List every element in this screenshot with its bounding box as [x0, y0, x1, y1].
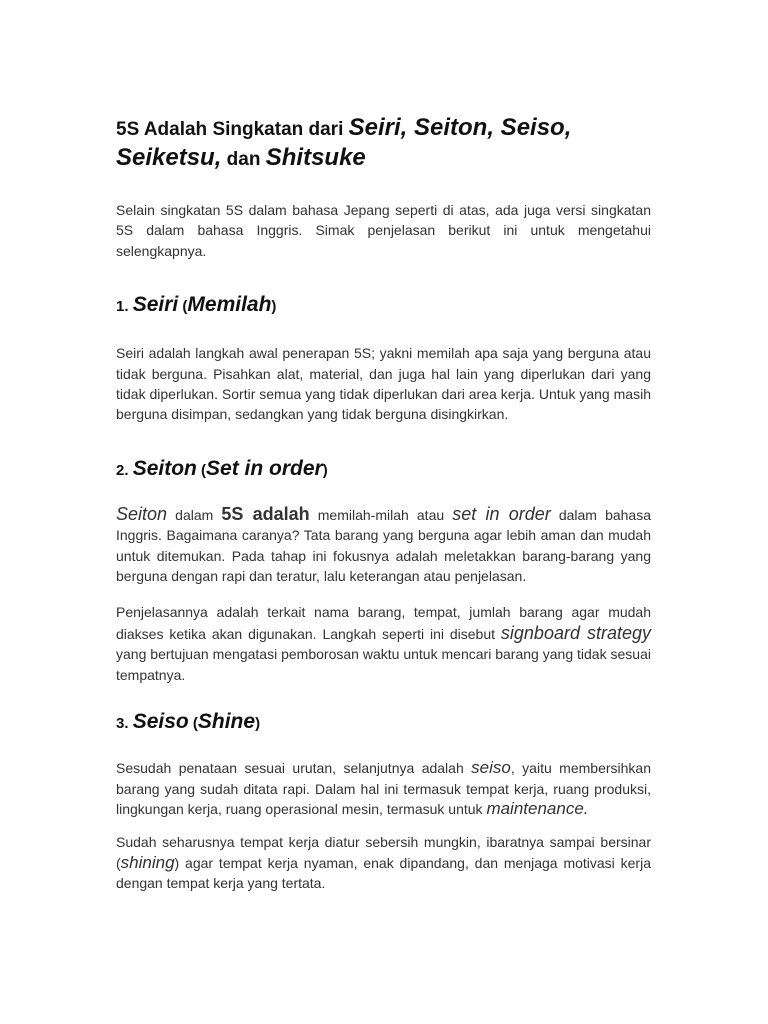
section3-heading	[116, 709, 651, 737]
section3-p2-text1: Sudah seharusnya tempat kerja diatur sebersih mungkin, ibaratnya sampai bersinar (	[116, 834, 651, 871]
section2-translation: Set in order	[206, 456, 323, 480]
section2-p2-text1: Penjelasannya adalah terkait nama barang, tempat, jumlah barang agar mudah diakses ketika akan digunakan. Langkah seperti ini disebut	[116, 604, 651, 642]
document-title	[116, 114, 651, 174]
section3-p1-italic1: seiso	[471, 758, 511, 778]
section2-p1-text2: memilah-milah atau	[309, 506, 453, 523]
section1-translation: Memilah	[187, 293, 272, 317]
section3-paragraph1	[116, 758, 651, 819]
section2-p1-italic: set in order	[452, 503, 551, 524]
document-page	[116, 114, 651, 894]
section1-open-paren: (	[178, 298, 188, 316]
section3-translation: Shine	[197, 710, 256, 734]
section3-p1-text1: Sesudah penataan sesuai urutan, selanjutnya adalah	[116, 760, 472, 777]
section1-heading	[116, 292, 651, 320]
title-part4: Shitsuke	[265, 144, 366, 171]
section3-paragraph2	[116, 832, 651, 893]
section3-p2-text2: ) agar tempat kerja nyaman, enak dipandang, dan menjaga motivasi kerja dengan tempat kerja yang tertata.	[116, 854, 651, 892]
intro-paragraph: Selain singkatan 5S dalam bahasa Jepang seperti di atas, ada juga versi singkatan 5S dalam bahasa Inggris. Simak penjelasan berikut ini untuk mengetahui selengkapnya.	[116, 202, 651, 259]
section2-p1-text1: dalam	[167, 506, 222, 523]
section2-paragraph2	[116, 602, 651, 685]
section2-term: Seiton	[132, 456, 197, 480]
section3-p1-italic2: maintenance.	[486, 798, 589, 818]
section2-number: 2.	[116, 461, 133, 479]
section2-p1-bold: 5S adalah	[221, 503, 310, 524]
section2-open-paren: (	[196, 461, 207, 479]
section3-close-paren: )	[255, 715, 261, 733]
title-part1: 5S Adalah Singkatan dari	[116, 119, 349, 140]
section3-open-paren: (	[188, 715, 198, 733]
section3-number: 3.	[116, 715, 133, 733]
section2-paragraph1	[116, 504, 651, 587]
section3-p2-italic: shining	[120, 852, 175, 872]
section2-heading	[116, 456, 651, 484]
section3-term: Seiso	[132, 710, 189, 734]
section1-term: Seiri	[132, 293, 179, 317]
section2-p2-italic: signboard strategy	[500, 622, 651, 643]
section1-paragraph: Seiri adalah langkah awal penerapan 5S; yakni memilah apa saja yang berguna atau tidak berguna. Pisahkan alat, material, dan juga hal lain yang diperlukan dari yang tidak diperlukan. Sortir semua yang tidak diperlukan dari area kerja. Untuk yang masih berguna disimpan, sedangkan yang tidak berguna disingkirkan.	[116, 345, 651, 423]
title-part3: dan	[221, 149, 266, 170]
section2-p1-text3: dalam bahasa Inggris. Bagaimana caranya? Tata barang yang berguna agar lebih aman dan mudah untuk ditemukan. Pada tahap ini fokusnya adalah meletakkan barang-barang yang berguna dengan rapi dan teratur, lalu keterangan atau penjelasan.	[116, 506, 652, 585]
section1-number: 1.	[116, 298, 133, 316]
section2-p1-term: Seiton	[116, 503, 168, 524]
section2-p2-text2: yang bertujuan mengatasi pemborosan waktu untuk mencari barang yang tidak sesuai tempatnya.	[116, 646, 651, 683]
title-part2: Seiri, Seiton, Seiso, Seiketsu,	[116, 114, 572, 171]
section3-p1-text2: , yaitu membersihkan barang yang sudah ditata rapi. Dalam hal ini termasuk tempat kerja, ruang produksi, lingkungan kerja, ruang operasional mesin, termasuk untuk	[116, 760, 651, 817]
section1-close-paren: )	[271, 298, 277, 316]
section2-close-paren: )	[322, 461, 328, 479]
